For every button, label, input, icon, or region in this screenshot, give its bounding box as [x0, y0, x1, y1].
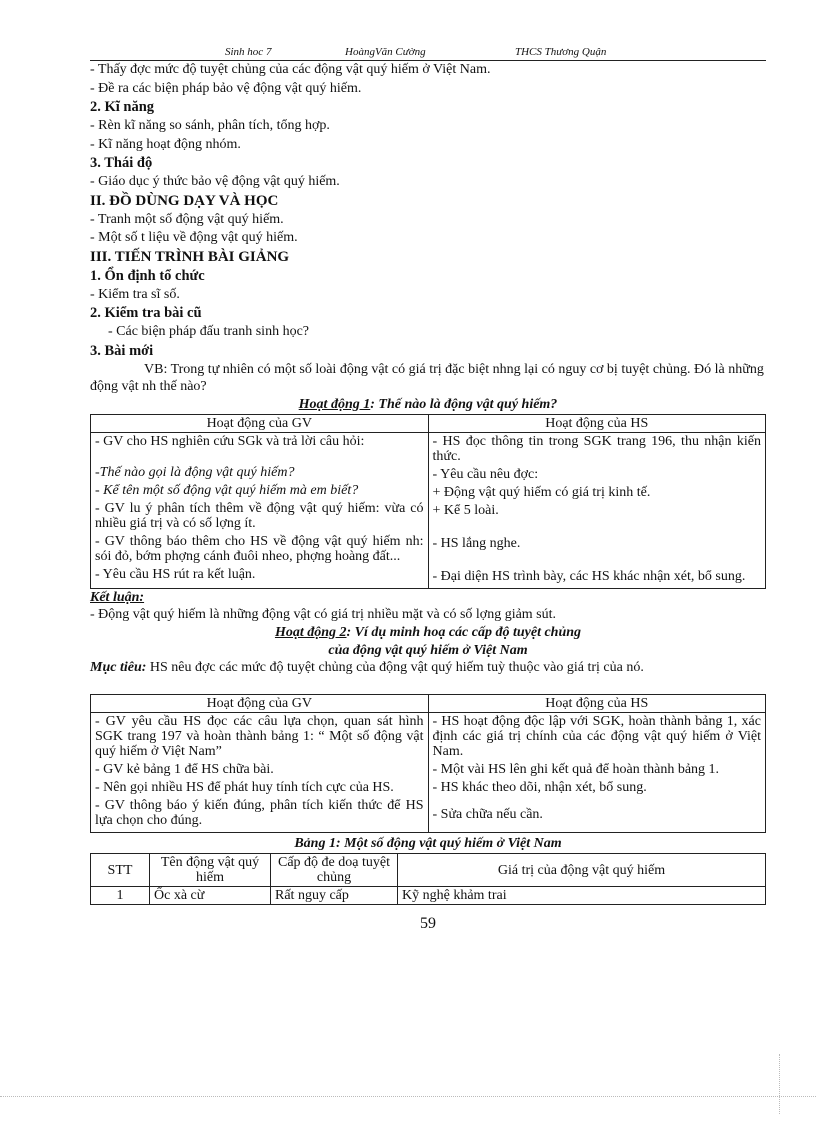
objective-line: - Đề ra các biện pháp bảo vệ động vật quý hiếm. [90, 80, 362, 96]
table-row [91, 887, 766, 905]
gv-line: - GV lu ý phân tích thêm về động vật quý hiếm: vừa có nhiều giá trị và có số lợng ít. [95, 500, 424, 531]
activity1-gv-cell [91, 432, 429, 588]
activity2-caption [90, 624, 766, 642]
activity2-table [90, 694, 766, 833]
cell-name: Ốc xà cừ [150, 887, 271, 905]
activity1-table [90, 414, 766, 589]
species-table [90, 853, 766, 905]
activity1-label: Hoạt động 1 [298, 396, 371, 412]
cell-threat: Rất nguy cấp [271, 887, 398, 905]
materials-line: - Một số t liệu về động vật quý hiếm. [90, 230, 298, 245]
skills-heading: 2. Kĩ năng [90, 99, 155, 115]
header-school: THCS Thương Quận [515, 46, 607, 58]
attitude-line: - Giáo dục ý thức bảo vệ động vật quý hiếm. [90, 174, 340, 189]
step1-line: - Kiểm tra sĩ số. [90, 286, 180, 302]
hs-line: - Một vài HS lên ghi kết quả để hoàn thành bảng 1. [432, 762, 720, 777]
gv-line: - GV cho HS nghiên cứu SGk và trả lời câu hỏi: [95, 433, 365, 449]
hs-line: - HS khác theo dõi, nhận xét, bổ sung. [432, 780, 647, 795]
page-number: 59 [420, 915, 436, 932]
gv-line: - Nên gọi nhiều HS để phát huy tính tích cực của HS. [95, 780, 394, 795]
hs-line: - HS hoạt động độc lập với SGK, hoàn thành bảng 1, xác định các giá trị chính của các động vật quý hiếm ở Việt Nam. [432, 714, 761, 759]
running-header [90, 42, 766, 61]
step2-line: - Các biện pháp đấu tranh sinh học? [108, 324, 309, 339]
skills-line: - Rèn kĩ năng so sánh, phân tích, tổng hợp. [90, 118, 330, 133]
gv-question: - Kể tên một số động vật quý hiếm mà em biết? [95, 482, 359, 498]
activity2-label: Hoạt động 2 [274, 625, 347, 640]
step2-heading: 2. Kiểm tra bài cũ [90, 305, 202, 321]
document-page [90, 42, 766, 933]
gv-line: - Yêu cầu HS rút ra kết luận. [95, 566, 256, 582]
step1-heading: 1. Ổn định tổ chức [90, 267, 205, 284]
activity1-title: : Thế nào là động vật quý hiếm? [370, 396, 558, 412]
process-heading: III. TIẾN TRÌNH BÀI GIẢNG [90, 248, 290, 265]
cell-stt: 1 [91, 887, 150, 905]
step3-heading: 3. Bài mới [90, 342, 154, 359]
hs-line: + Kể 5 loài. [432, 502, 499, 518]
gv-line: - GV thông báo ý kiến đúng, phân tích kiến thức để HS lựa chọn cho đúng. [95, 798, 424, 828]
objective-line: - Thấy đợc mức độ tuyệt chủng của các động vật quý hiếm ở Việt Nam. [90, 62, 491, 77]
activity2-hs-cell [428, 713, 766, 833]
activity2-goal [90, 660, 766, 676]
activity2-col-gv: Hoạt động của GV [91, 695, 429, 713]
activity2-gv-cell [91, 713, 429, 833]
activity1-col-hs: Hoạt động của HS [428, 414, 766, 432]
conclusion-text: - Động vật quý hiếm là những động vật có giá trị nhiều mặt và có số lợng giảm sút. [90, 606, 557, 622]
activity1-caption [90, 396, 766, 414]
goal-text: HS nêu đợc các mức độ tuyệt chủng của động vật quý hiếm tuỳ thuộc vào giá trị của nó. [146, 660, 644, 675]
page-bottom-dotted-line [0, 1096, 816, 1097]
col-name: Tên động vật quý hiếm [150, 854, 271, 887]
intro-paragraph: VB: Trong tự nhiên có một số loài động vật có giá trị đặc biệt nhng lại có nguy cơ bị tuyệt chủng. Đó là những động vật nh thế nào? [90, 361, 764, 394]
activity2-col-hs: Hoạt động của HS [428, 695, 766, 713]
hs-line: - HS đọc thông tin trong SGK trang 196, thu nhận kiến thức. [432, 433, 761, 464]
cell-value: Kỹ nghệ khảm trai [398, 887, 766, 905]
hs-line: - Sửa chữa nếu cần. [432, 807, 543, 822]
activity1-col-gv: Hoạt động của GV [91, 414, 429, 432]
gv-line: - GV yêu cầu HS đọc các câu lựa chọn, quan sát hình SGK trang 197 và hoàn thành bảng 1: “ Một số động vật quý hiếm ở Việt Nam” [95, 714, 424, 759]
goal-label: Mục tiêu: [90, 660, 147, 675]
hs-line: - Yêu cầu nêu đợc: [432, 466, 539, 482]
gv-line: - GV thông báo thêm cho HS về động vật quý hiếm nh: sói đỏ, bớm phợng cánh đuôi nheo, phợng hoàng đất... [95, 533, 424, 564]
activity1-hs-cell [428, 432, 766, 588]
page-corner-mark [779, 1054, 781, 1114]
header-author: HoàngVăn Cường [345, 46, 426, 58]
hs-line: + Động vật quý hiếm có giá trị kinh tế. [432, 484, 651, 500]
skills-line: - Kĩ năng hoạt động nhóm. [90, 136, 241, 152]
col-threat: Cấp độ đe doạ tuyệt chủng [271, 854, 398, 887]
materials-line: - Tranh một số động vật quý hiếm. [90, 211, 284, 227]
materials-heading: II. ĐỒ DÙNG DẠY VÀ HỌC [90, 192, 279, 209]
conclusion-label: Kết luận: [90, 589, 145, 605]
col-value: Giá trị của động vật quý hiếm [398, 854, 766, 887]
gv-line: - GV kẻ bảng 1 để HS chữa bài. [95, 762, 274, 777]
table1-caption: Bảng 1: Một số động vật quý hiếm ở Việt Nam [294, 836, 562, 851]
hs-line: - HS lắng nghe. [432, 535, 521, 551]
hs-line: - Đại diện HS trình bày, các HS khác nhận xét, bổ sung. [432, 568, 746, 584]
attitude-heading: 3. Thái độ [90, 155, 153, 171]
gv-question: -Thế nào gọi là động vật quý hiếm? [95, 464, 295, 480]
activity2-caption-line2: của động vật quý hiếm ở Việt Nam [328, 643, 528, 658]
activity2-title: : Ví dụ minh hoạ các cấp độ tuyệt chủng [346, 625, 582, 640]
col-stt: STT [91, 854, 150, 887]
header-subject: Sinh hoc 7 [225, 46, 272, 58]
